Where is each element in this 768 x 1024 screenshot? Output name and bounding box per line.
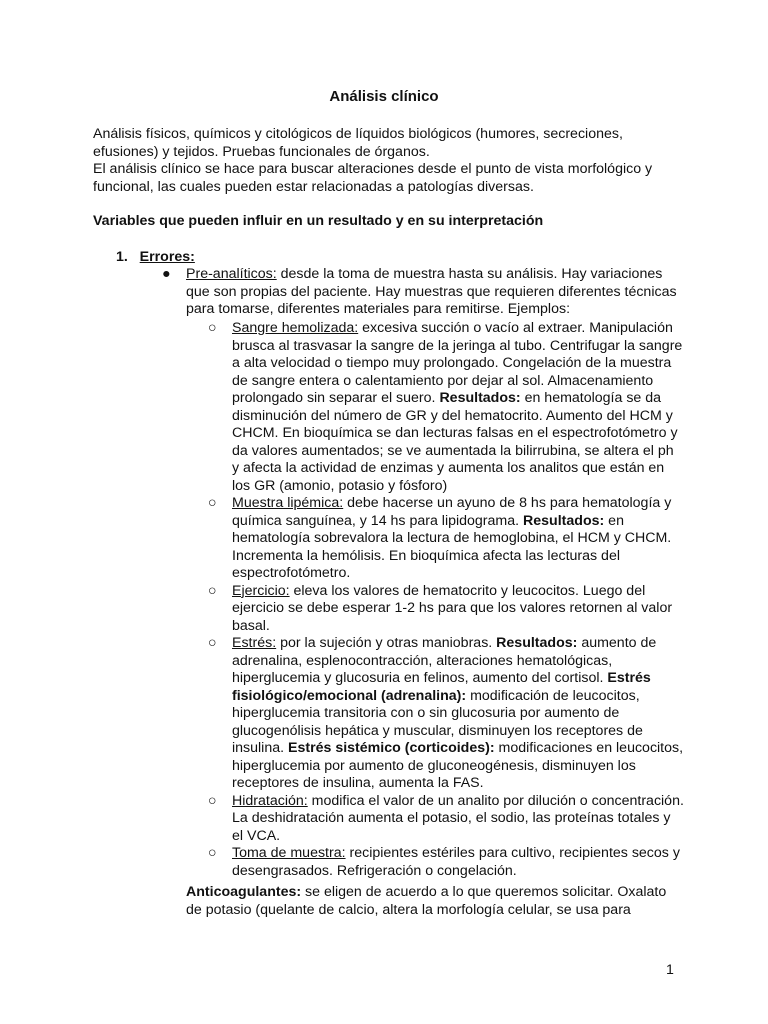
- sub-item-hidratacion: [208, 793, 684, 846]
- sub-item-bold: Resultados:: [496, 635, 578, 651]
- list-number: 1.: [116, 249, 128, 265]
- sub-item-body: excesiva succión o vacío al extraer. Manipulación brusca al trasvasar la sangre de la jeringa al tubo. Centrifugar la sangre a alta velocidad o tiempo muy prolongado. Congelación de la muestra de sangre entera o calentamiento por dejar al sol. Almacenamiento prolongado sin separar el suero.: [232, 320, 683, 406]
- sub-item-text: [232, 793, 684, 846]
- sub-item-body: debe hacerse un ayuno de 8 hs para hematología y química sanguínea, y 14 hs para lipidograma.: [232, 495, 672, 529]
- sub-item-body: modificación de leucocitos, hiperglucemia transitoria con o sin glucosuria por aumento de glucogenólisis hepática y muscular, disminuyen los receptores de insulina.: [232, 687, 643, 756]
- sub-item-text: [232, 845, 684, 880]
- sub-item-text: [232, 320, 684, 495]
- sub-item-body: recipientes estériles para cultivo, recipientes secos y desengrasados. Refrigeración o congelación.: [232, 845, 680, 879]
- sub-item-label: Sangre hemolizada:: [232, 320, 359, 336]
- circle-bullet-icon: ○: [208, 582, 217, 599]
- sub-item-body: aumento de adrenalina, esplenocontracción, alteraciones hematológicas, hiperglucemia y glucosuria en felinos, aumento del cortisol.: [232, 635, 657, 686]
- sub-item-toma-de-muestra: [208, 845, 684, 880]
- sub-item-body: modifica el valor de un analito por dilución o concentración. La deshidratación aumenta el potasio, el sodio, las proteínas totales y el VCA.: [232, 792, 684, 844]
- sub-item-bold: Resultados:: [439, 390, 521, 406]
- sub-item-bold: Resultados:: [523, 512, 605, 529]
- sub-item-text: [232, 583, 684, 636]
- sub-item-bold: Estrés sistémico (corticoides):: [288, 740, 495, 756]
- bullet-body: desde la toma de muestra hasta su análisis. Hay variaciones que son propias del paciente. Hay muestras que requieren diferentes técnicas para tomarse, diferentes materiales para remitirse. Ejemplos:: [186, 266, 677, 317]
- bullet-icon: ●: [162, 266, 171, 282]
- sub-item-body: eleva los valores de hematocrito y leucocitos. Luego del ejercicio se debe esperar 1-2 hs para que los valores retornen al valor basal.: [232, 582, 673, 634]
- intro-line-1: Análisis físicos, químicos y citológicos de líquidos biológicos (humores, secreciones, efusiones) y tejidos. Pruebas funcionales de órganos.: [93, 126, 623, 160]
- sub-item-label: Hidratación:: [232, 792, 308, 809]
- list-label: Errores:: [139, 249, 195, 265]
- anticoagulantes-body: se eligen de acuerdo a lo que queremos solicitar. Oxalato de potasio (quelante de calcio, altera la morfología celular, se usa para: [186, 884, 667, 918]
- circle-bullet-icon: ○: [208, 792, 217, 809]
- sub-item-body: modificaciones en leucocitos, hiperglucemia por aumento de gluconeogénesis, disminuyen los receptores de insulina, aumenta la FAS.: [232, 740, 684, 791]
- sub-item-body: por la sujeción y otras maniobras.: [276, 635, 497, 651]
- anticoagulantes-label: Anticoagulantes:: [186, 884, 302, 900]
- sub-item-label: Estrés:: [232, 635, 277, 651]
- document-title: Análisis clínico: [329, 88, 439, 105]
- circle-bullet-icon: ○: [208, 320, 217, 336]
- sub-item-bold: Estrés fisiológico/emocional (adrenalina):: [232, 670, 651, 704]
- sub-item-body: en hematología sobrevalora la lectura de hemoglobina, el HCM y CHCM. Incrementa la hemólisis. En bioquímica afecta las lecturas del espectrofotómetro.: [232, 512, 672, 581]
- sub-item-label: Toma de muestra:: [232, 845, 346, 861]
- circle-bullet-icon: ○: [208, 495, 217, 511]
- bullet-text: [186, 266, 686, 319]
- sub-list: [208, 320, 684, 880]
- sub-item-text: [232, 495, 684, 583]
- list-item-errores: [116, 249, 195, 267]
- circle-bullet-icon: ○: [208, 845, 217, 861]
- intro-line-2: El análisis clínico se hace para buscar alteraciones desde el punto de vista morfológico y funcional, las cuales pueden estar relacionadas a patologías diversas.: [93, 161, 653, 195]
- bullet-label: Pre-analíticos:: [186, 266, 277, 282]
- sub-item-text: [232, 635, 684, 793]
- sub-item-sangre-hemolizada: [208, 320, 684, 495]
- anticoagulantes-paragraph: [186, 884, 682, 919]
- sub-item-estres: [208, 635, 684, 793]
- sub-item-muestra-lipemica: [208, 495, 684, 583]
- sub-item-label: Ejercicio:: [232, 582, 290, 599]
- sub-item-body: en hematología se da disminución del número de GR y del hematocrito. Aumento del HCM y CHCM. En bioquímica se dan lecturas falsas en el espectrofotómetro y da valores aumentados; se ve aumentada la bilirrubina, se altera el ph y afecta la actividad de enzimas y aumenta los analitos que están en los GR (amonio, potasio y fósforo): [232, 390, 678, 494]
- sub-item-ejercicio: [208, 583, 684, 636]
- page-number: 1: [666, 962, 674, 978]
- sub-item-label: Muestra lipémica:: [232, 495, 344, 511]
- section-heading: Variables que pueden influir en un resultado y en su interpretación: [93, 213, 544, 229]
- intro-paragraph: [93, 126, 683, 196]
- circle-bullet-icon: ○: [208, 635, 217, 651]
